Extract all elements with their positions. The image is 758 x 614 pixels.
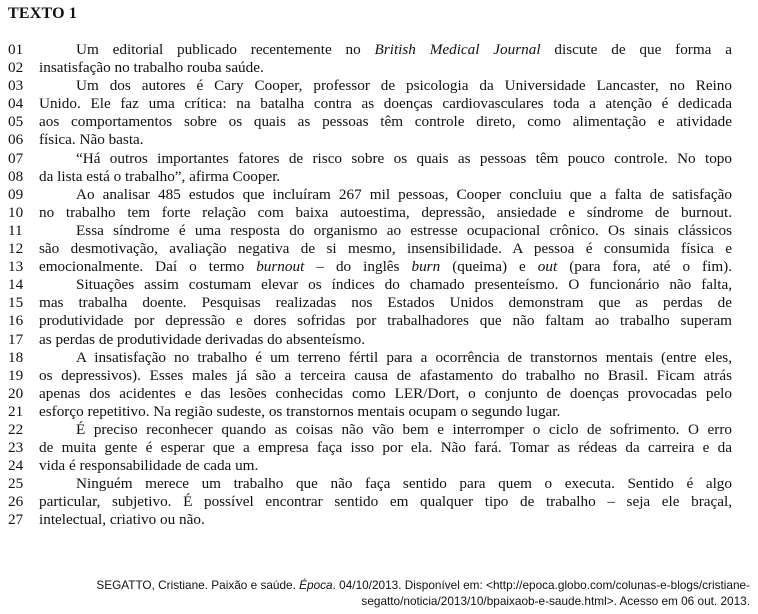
text-run: – do inglês: [304, 258, 412, 276]
text-run: Unido. Ele faz uma crítica: na batalha contra as doenças cardiovasculares toda a atenção é dedicada: [39, 95, 732, 113]
line-text: [39, 457, 732, 475]
line-number: 21: [8, 402, 24, 420]
text-run: aos comportamentos sobre os quais as pessoas têm controle direto, como alimentação e atividade: [39, 113, 732, 131]
line-number: 10: [8, 203, 24, 221]
line-text: [39, 258, 732, 276]
citation-url-part: . 04/10/2013. Disponível em: <http://epoca.globo.com/colunas-e-blogs/cristiane-: [332, 578, 750, 592]
text-line: [0, 95, 758, 113]
text-run: mas trabalha doente. Pesquisas realizadas nos Estados Unidos demonstram que as perdas de: [39, 294, 732, 312]
text-line: [0, 204, 758, 222]
text-line: [0, 222, 758, 240]
italic-term: burn: [411, 258, 441, 276]
text-run: intelectual, criativo ou não.: [39, 511, 205, 529]
line-number: 17: [8, 330, 24, 348]
text-line: [0, 113, 758, 131]
text-line: [0, 439, 758, 457]
line-text: [39, 276, 732, 294]
line-text: [39, 95, 732, 113]
line-number: 12: [8, 240, 24, 258]
line-number: 13: [8, 258, 24, 276]
text-run: “Há outros importantes fatores de risco sobre os quais as pessoas têm pouco controle. No topo: [76, 149, 732, 167]
text-line: [0, 312, 758, 330]
italic-term: burnout: [256, 258, 305, 276]
text-line: [0, 59, 758, 77]
line-text: [39, 403, 732, 421]
line-text: [39, 41, 732, 59]
line-text: [39, 439, 732, 457]
citation-author: SEGATTO, Cristiane. Paixão e saúde.: [96, 578, 300, 592]
line-text: [39, 493, 732, 511]
line-text: [39, 150, 732, 168]
line-number: 02: [8, 59, 24, 77]
text-line: [0, 349, 758, 367]
text-run: Situações assim costumam elevar os índices do chamado presenteísmo. O funcionário não falta,: [76, 276, 732, 294]
citation-line-1: [0, 577, 750, 593]
line-text: [39, 168, 732, 186]
text-line: [0, 331, 758, 349]
text-run: Um dos autores é Cary Cooper, professor de psicologia da Universidade Lancaster, no Reino: [76, 77, 732, 95]
text-line: [0, 276, 758, 294]
line-number: 27: [8, 511, 24, 529]
line-text: [39, 312, 732, 330]
line-number: 23: [8, 439, 24, 457]
text-line: [0, 367, 758, 385]
line-number: 18: [8, 348, 24, 366]
line-text: [39, 186, 732, 204]
text-run: apenas dos acidentes e das lesões conhecidas como LER/Dort, o conjunto de doenças provocadas pelo: [39, 384, 732, 402]
text-run: insatisfação no trabalho rouba saúde.: [39, 59, 264, 77]
text-run: no trabalho tem forte relação com baixa autoestima, depressão, ansiedade e síndrome de burnout.: [39, 203, 732, 221]
source-citation: [0, 577, 750, 609]
text-run: Um editorial publicado recentemente no: [76, 41, 375, 58]
text-run: particular, subjetivo. É possível encontrar sentido em qualquer tipo de trabalho – seja ele braçal,: [39, 493, 732, 511]
text-line: [0, 385, 758, 403]
text-run: os depressivos). Esses males já são a terceira causa de afastamento do trabalho no Brasil. Ficam atrás: [39, 366, 732, 384]
line-number: 25: [8, 475, 24, 493]
line-number: 26: [8, 493, 24, 511]
line-text: [39, 475, 732, 493]
line-text: [39, 77, 732, 95]
line-text: [39, 204, 732, 222]
text-line: [0, 258, 758, 276]
text-line: [0, 475, 758, 493]
line-text: [39, 385, 732, 403]
text-run: Essa síndrome é uma resposta do organismo ao estresse ocupacional crônico. Os sinais clássicos: [76, 221, 732, 239]
text-run: emocionalmente. Daí o termo: [39, 258, 257, 276]
line-number: 24: [8, 457, 24, 475]
text-run: É preciso reconhecer quando as coisas não vão bem e interromper o ciclo de sofrimento. O erro: [76, 420, 732, 438]
line-number: 06: [8, 131, 24, 149]
text-run: produtividade por depressão e dores sofridas por trabalhadores que não faltam ao trabalho superam: [39, 312, 732, 330]
line-text: [39, 131, 732, 149]
text-run: são desmotivação, avaliação negativa de si mesmo, insensibilidade. A pessoa é consumida física e: [39, 240, 732, 258]
text-line: [0, 186, 758, 204]
italic-term: out: [537, 258, 558, 276]
text-run: vida é responsabilidade de cada um.: [39, 457, 259, 475]
italic-term: British Medical Journal: [374, 41, 541, 58]
text-run: Ninguém merece um trabalho que não faça sentido para quem o executa. Sentido é algo: [76, 475, 732, 493]
line-number: 01: [8, 41, 24, 58]
numbered-text-body: [0, 41, 758, 530]
text-line: [0, 77, 758, 95]
line-text: [39, 367, 732, 385]
line-text: [39, 59, 732, 77]
line-text: [39, 511, 732, 529]
text-line: [0, 511, 758, 529]
line-number: 11: [8, 221, 23, 239]
citation-publication: Época: [299, 578, 333, 592]
line-text: [39, 240, 732, 258]
text-run: discute de que forma a: [540, 41, 732, 58]
line-number: 14: [8, 276, 24, 294]
text-line: [0, 240, 758, 258]
line-number: 22: [8, 420, 24, 438]
line-number: 15: [8, 294, 24, 312]
text-run: física. Não basta.: [39, 131, 144, 149]
line-number: 03: [8, 77, 24, 95]
line-text: [39, 331, 732, 349]
text-run: as perdas de produtividade derivadas do absenteísmo.: [39, 330, 366, 348]
text-run: A insatisfação no trabalho é um terreno fértil para a ocorrência de transtornos mentais (entre eles,: [76, 348, 732, 366]
citation-line-2: segatto/noticia/2013/10/bpaixaob-e-saude.html>. Acesso em 06 out. 2013.: [361, 594, 750, 608]
text-title: TEXTO 1: [8, 5, 78, 22]
text-run: esforço repetitivo. Na região sudeste, os transtornos mentais ocupam o segundo lugar.: [39, 402, 561, 420]
line-number: 19: [8, 366, 24, 384]
line-number: 07: [8, 149, 24, 167]
text-run: da lista está o trabalho”, afirma Cooper.: [39, 167, 281, 185]
line-text: [39, 349, 732, 367]
text-run: (queima) e: [440, 258, 538, 276]
line-text: [39, 222, 732, 240]
line-text: [39, 113, 732, 131]
text-run: de muita gente é esperar que a empresa faça isso por ela. Não fará. Tomar as rédeas da carreira e da: [39, 439, 732, 457]
text-line: [0, 403, 758, 421]
line-text: [39, 421, 732, 439]
line-number: 16: [8, 312, 24, 330]
line-number: 04: [8, 95, 24, 113]
text-line: [0, 457, 758, 475]
line-text: [39, 294, 732, 312]
text-line: [0, 131, 758, 149]
text-line: [0, 294, 758, 312]
text-line: [0, 493, 758, 511]
text-line: [0, 41, 758, 59]
text-line: [0, 421, 758, 439]
text-line: [0, 150, 758, 168]
text-line: [0, 168, 758, 186]
text-run: (para fora, até o fim).: [557, 258, 733, 276]
line-number: 20: [8, 384, 24, 402]
line-number: 08: [8, 167, 24, 185]
text-run: Ao analisar 485 estudos que incluíram 267 mil pessoas, Cooper concluiu que a falta de satisfação: [76, 185, 732, 203]
line-number: 09: [8, 185, 24, 203]
line-number: 05: [8, 113, 24, 131]
